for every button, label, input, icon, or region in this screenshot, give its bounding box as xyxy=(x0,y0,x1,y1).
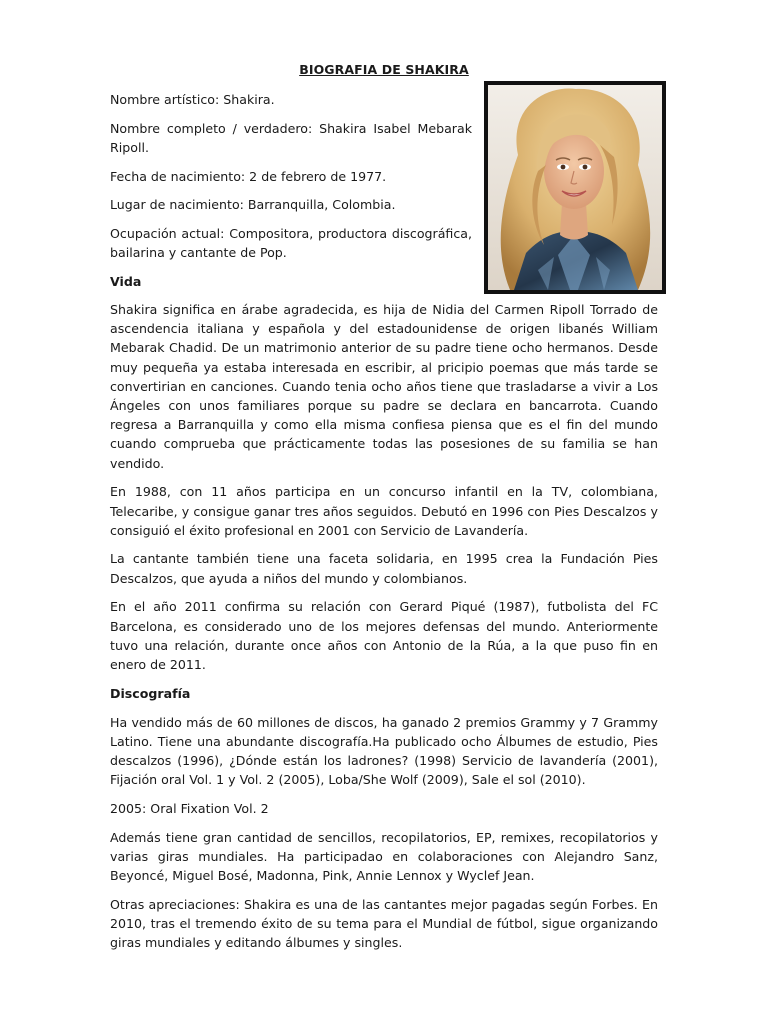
biography-body xyxy=(110,300,658,962)
intro-artistic-name: Nombre artístico: Shakira. xyxy=(110,92,275,107)
intro-occupation: Ocupación actual: Compositora, productora discográfica, bailarina y cantante de Pop. xyxy=(110,226,472,261)
section-heading-discografia: Discografía xyxy=(110,685,191,701)
intro-full-name: Nombre completo / verdadero: Shakira Isabel Mebarak Ripoll. xyxy=(110,120,472,155)
vida-paragraph-1: Shakira significa en árabe agradecida, es hija de Nidia del Carmen Ripoll Torrado de ascendencia italiana y española y del estadounidense de origen libanés William Mebarak Chadid. De un matrimonio anterior de su padre tiene ocho hermanos. Desde muy pequeña ya estaba interesada en escribir, al pricipio poemas que más tarde se convertirian en canciones. Cuando tenia ocho años tiene que trasladarse a vivir a Los Ángeles con unos familiares porque su padre se declara en bancarrota. Cuando regresa a Barranquilla y como ella misma confiesa piensa que es el fin del mundo cuando comprueba que prácticamente todas las posesiones de su familia se han vendido. xyxy=(110,302,658,471)
intro-birth-date: Fecha de nacimiento: 2 de febrero de 1977. xyxy=(110,168,387,184)
vida-paragraph-4: En el año 2011 confirma su relación con Gerard Piqué (1987), futbolista del FC Barcelona, es considerado uno de los mejores defensas del mundo. Anteriormente tuvo una relación, durante once años con Antonio de la Rúa, a la que puso fin en enero de 2011. xyxy=(110,599,658,672)
discografia-paragraph-3: Además tiene gran cantidad de sencillos, recopilatorios, EP, remixes, recopilatorios y varias giras mundiales. Ha participadao en colaboraciones con Alejandro Sanz, Beyoncé, Miguel Bosé, Madonna, Pink, Annie Lennox y Wyclef Jean. xyxy=(110,829,658,884)
section-heading-vida: Vida xyxy=(110,273,142,289)
portrait-illustration xyxy=(488,85,662,290)
portrait-photo xyxy=(484,81,666,294)
vida-paragraph-3: La cantante también tiene una faceta solidaria, en 1995 crea la Fundación Pies Descalzos, que ayuda a niños del mundo y colombianos. xyxy=(110,551,658,586)
discografia-paragraph-1: Ha vendido más de 60 millones de discos, ha ganado 2 premios Grammy y 7 Grammy Latino. Tiene una abundante discografía.Ha publicado ocho Álbumes de estudio, Pies descalzos (1996), ¿Dónde están los ladrones? (1998) Servicio de lavandería (2001), Fijación oral Vol. 1 y Vol. 2 (2005), Loba/She Wolf (2009), Sale el sol (2010). xyxy=(110,714,658,788)
document-title: BIOGRAFIA DE SHAKIRA xyxy=(299,62,469,77)
discografia-paragraph-4: Otras apreciaciones: Shakira es una de las cantantes mejor pagadas según Forbes. En 2010, tras el tremendo éxito de su tema para el Mundial de fútbol, sigue organizando giras mundiales y editando álbumes y singles. xyxy=(110,896,658,951)
intro-block xyxy=(110,90,472,301)
vida-paragraph-2: En 1988, con 11 años participa en un concurso infantil en la TV, colombiana, Telecaribe, y consigue ganar tres años seguidos. Debutó en 1996 con Pies Descalzos y consiguió el éxito profesional en 2001 con Servicio de Lavandería. xyxy=(110,484,658,538)
intro-birth-place: Lugar de nacimiento: Barranquilla, Colombia. xyxy=(110,197,396,213)
discografia-paragraph-2: 2005: Oral Fixation Vol. 2 xyxy=(110,801,269,817)
